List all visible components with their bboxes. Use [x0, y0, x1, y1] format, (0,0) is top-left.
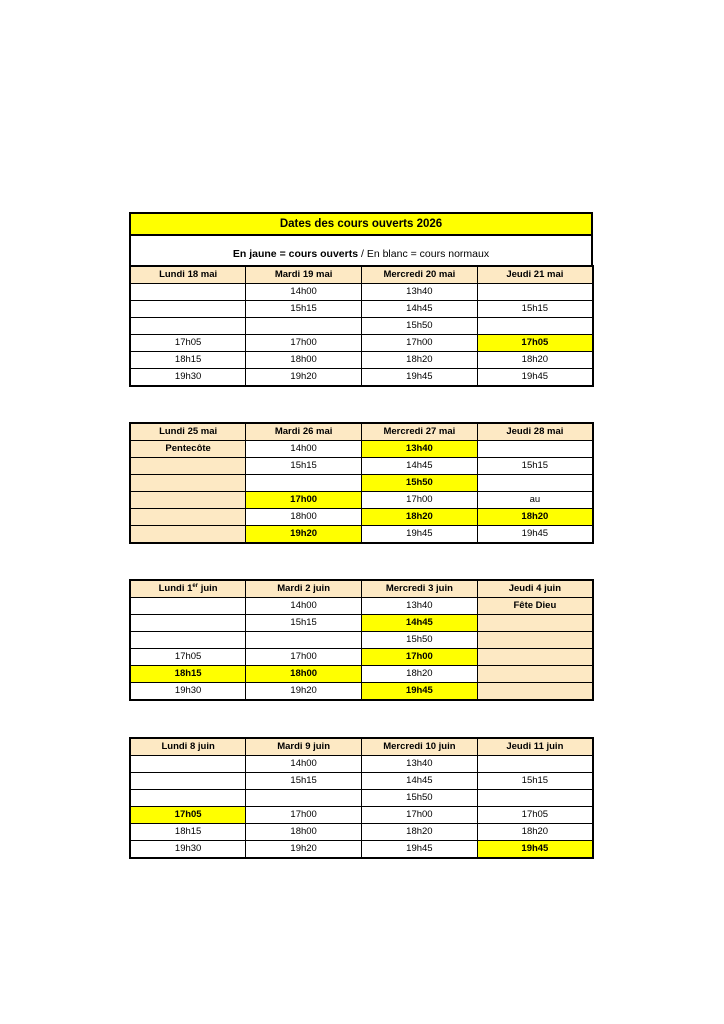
- open-course-cell: 18h20: [362, 509, 478, 526]
- time-cell: [130, 598, 246, 615]
- time-cell: 18h20: [477, 824, 593, 841]
- time-cell: 19h20: [246, 683, 362, 701]
- schedule-week-3: [129, 579, 594, 701]
- holiday-cell: [477, 649, 593, 666]
- holiday-cell: [477, 615, 593, 632]
- time-cell: 17h00: [246, 649, 362, 666]
- time-cell: [477, 441, 593, 458]
- day-header: Mercredi 27 mai: [362, 423, 478, 441]
- open-course-cell: 17h00: [246, 492, 362, 509]
- time-cell: 15h15: [246, 773, 362, 790]
- time-cell: 19h30: [130, 841, 246, 859]
- open-course-cell: 18h20: [477, 509, 593, 526]
- day-header: Lundi 25 mai: [130, 423, 246, 441]
- day-header: Mercredi 20 mai: [362, 266, 478, 284]
- holiday-cell: [130, 475, 246, 492]
- table-row: [130, 318, 593, 335]
- time-cell: 17h00: [246, 807, 362, 824]
- open-course-cell: 19h20: [246, 526, 362, 544]
- time-cell: [130, 632, 246, 649]
- time-cell: 18h00: [246, 509, 362, 526]
- open-course-cell: 17h00: [362, 649, 478, 666]
- holiday-cell: [130, 509, 246, 526]
- open-course-cell: 13h40: [362, 441, 478, 458]
- time-cell: [477, 318, 593, 335]
- table-row: [130, 666, 593, 683]
- day-header: Jeudi 21 mai: [477, 266, 593, 284]
- time-cell: 19h20: [246, 369, 362, 387]
- time-cell: 17h00: [362, 335, 478, 352]
- open-course-cell: 17h05: [477, 335, 593, 352]
- day-header-text: Lundi 1: [158, 583, 193, 594]
- time-cell: 15h50: [362, 632, 478, 649]
- time-cell: [477, 790, 593, 807]
- time-cell: 14h00: [246, 284, 362, 301]
- time-cell: [246, 475, 362, 492]
- open-course-cell: 19h45: [362, 683, 478, 701]
- time-cell: 15h15: [477, 773, 593, 790]
- open-course-cell: 18h00: [246, 666, 362, 683]
- time-cell: 18h00: [246, 352, 362, 369]
- header-row: [130, 423, 593, 441]
- table-row: [130, 526, 593, 544]
- day-header-month: juin: [198, 583, 218, 594]
- time-cell: 15h15: [246, 301, 362, 318]
- holiday-cell: [477, 666, 593, 683]
- title-box: [129, 212, 593, 268]
- time-cell: 15h15: [246, 458, 362, 475]
- holiday-cell: [130, 526, 246, 544]
- time-cell: [130, 773, 246, 790]
- holiday-cell: Fête Dieu: [477, 598, 593, 615]
- header-row: [130, 266, 593, 284]
- time-cell: 18h20: [477, 352, 593, 369]
- holiday-cell: [477, 632, 593, 649]
- legend-yellow: En jaune = cours ouverts: [232, 248, 359, 260]
- time-cell: 14h45: [362, 773, 478, 790]
- table-row: [130, 335, 593, 352]
- time-cell: [246, 632, 362, 649]
- time-cell: 18h15: [130, 352, 246, 369]
- time-cell: 19h45: [477, 369, 593, 387]
- holiday-cell: [130, 458, 246, 475]
- table-row: [130, 284, 593, 301]
- day-header: Mardi 9 juin: [246, 738, 362, 756]
- day-header: Mardi 2 juin: [246, 580, 362, 598]
- time-cell: [246, 318, 362, 335]
- time-cell: 17h05: [477, 807, 593, 824]
- schedule-week-2: [129, 422, 594, 544]
- day-header: Mercredi 3 juin: [362, 580, 478, 598]
- time-cell: [130, 318, 246, 335]
- time-cell: 19h30: [130, 369, 246, 387]
- table-row: [130, 301, 593, 318]
- time-cell: 19h45: [477, 526, 593, 544]
- time-cell: 13h40: [362, 756, 478, 773]
- page-title: Dates des cours ouverts 2026: [131, 214, 591, 236]
- time-cell: [477, 475, 593, 492]
- table-row: [130, 475, 593, 492]
- time-cell: 17h00: [362, 492, 478, 509]
- open-course-cell: 18h15: [130, 666, 246, 683]
- day-header: [130, 580, 246, 598]
- time-cell: [130, 615, 246, 632]
- table-row: [130, 773, 593, 790]
- day-header: Mardi 26 mai: [246, 423, 362, 441]
- header-row: [130, 738, 593, 756]
- table-row: [130, 632, 593, 649]
- time-cell: 18h00: [246, 824, 362, 841]
- table-row: [130, 683, 593, 701]
- holiday-cell: [477, 683, 593, 701]
- time-cell: 19h20: [246, 841, 362, 859]
- time-cell: 15h15: [246, 615, 362, 632]
- time-cell: 18h15: [130, 824, 246, 841]
- table-row: [130, 756, 593, 773]
- legend: [131, 236, 591, 266]
- table-row: [130, 441, 593, 458]
- time-cell: 19h30: [130, 683, 246, 701]
- time-cell: au: [477, 492, 593, 509]
- legend-separator: /: [358, 248, 367, 260]
- open-course-cell: 17h05: [130, 807, 246, 824]
- time-cell: [246, 790, 362, 807]
- table-row: [130, 598, 593, 615]
- day-header: Lundi 8 juin: [130, 738, 246, 756]
- table-row: [130, 352, 593, 369]
- time-cell: 17h05: [130, 335, 246, 352]
- schedule-week-1: [129, 265, 594, 387]
- day-header: Jeudi 4 juin: [477, 580, 593, 598]
- day-header: Mardi 19 mai: [246, 266, 362, 284]
- time-cell: 17h05: [130, 649, 246, 666]
- table-row: [130, 492, 593, 509]
- holiday-cell: Pentecôte: [130, 441, 246, 458]
- day-header: Lundi 18 mai: [130, 266, 246, 284]
- time-cell: 15h15: [477, 301, 593, 318]
- time-cell: 14h00: [246, 441, 362, 458]
- time-cell: [130, 790, 246, 807]
- schedule-week-4: [129, 737, 594, 859]
- time-cell: 14h45: [362, 458, 478, 475]
- day-header: Jeudi 11 juin: [477, 738, 593, 756]
- legend-white: En blanc = cours normaux: [366, 248, 490, 260]
- time-cell: [477, 284, 593, 301]
- time-cell: 14h45: [362, 301, 478, 318]
- table-row: [130, 509, 593, 526]
- table-row: [130, 824, 593, 841]
- table-row: [130, 615, 593, 632]
- time-cell: 15h15: [477, 458, 593, 475]
- table-row: [130, 649, 593, 666]
- time-cell: 19h45: [362, 526, 478, 544]
- holiday-cell: [130, 492, 246, 509]
- time-cell: [130, 301, 246, 318]
- day-header: Jeudi 28 mai: [477, 423, 593, 441]
- table-row: [130, 369, 593, 387]
- time-cell: 18h20: [362, 666, 478, 683]
- table-row: [130, 458, 593, 475]
- time-cell: 19h45: [362, 841, 478, 859]
- time-cell: [130, 284, 246, 301]
- time-cell: [130, 756, 246, 773]
- time-cell: 13h40: [362, 598, 478, 615]
- time-cell: 19h45: [362, 369, 478, 387]
- time-cell: 13h40: [362, 284, 478, 301]
- time-cell: 14h00: [246, 598, 362, 615]
- table-row: [130, 841, 593, 859]
- open-course-cell: 14h45: [362, 615, 478, 632]
- table-row: [130, 790, 593, 807]
- time-cell: 15h50: [362, 790, 478, 807]
- table-row: [130, 807, 593, 824]
- time-cell: [477, 756, 593, 773]
- time-cell: 17h00: [246, 335, 362, 352]
- ordinal-suffix: er: [192, 582, 199, 589]
- open-course-cell: 19h45: [477, 841, 593, 859]
- time-cell: 17h00: [362, 807, 478, 824]
- time-cell: 15h50: [362, 318, 478, 335]
- day-header: Mercredi 10 juin: [362, 738, 478, 756]
- time-cell: 14h00: [246, 756, 362, 773]
- open-course-cell: 15h50: [362, 475, 478, 492]
- time-cell: 18h20: [362, 352, 478, 369]
- header-row: [130, 580, 593, 598]
- time-cell: 18h20: [362, 824, 478, 841]
